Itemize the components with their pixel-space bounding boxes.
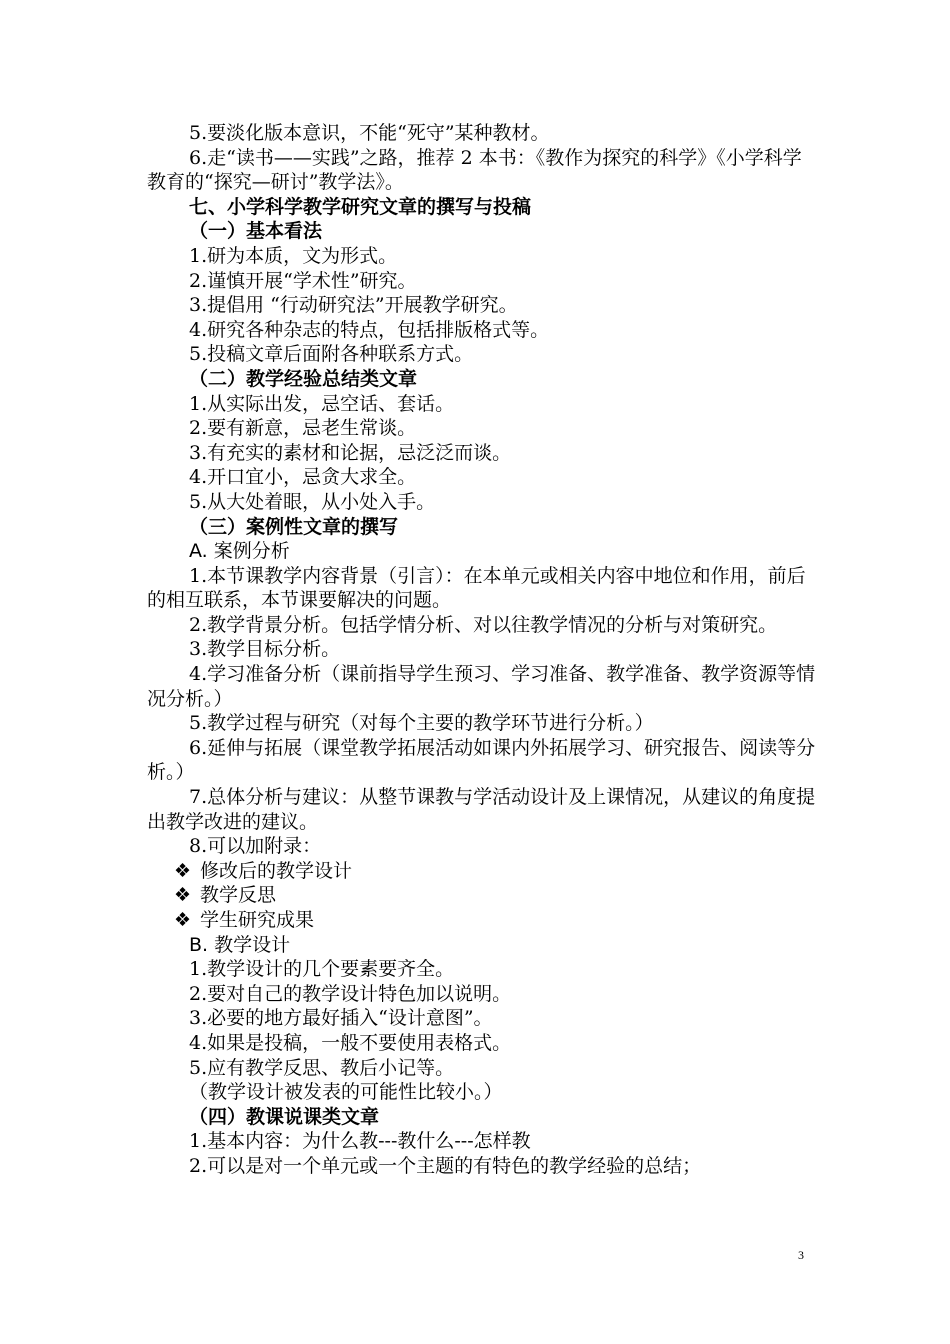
bullet-text: 教学反思 <box>200 884 277 907</box>
paragraph: 1.从实际出发，忌空话、套话。 <box>189 392 455 415</box>
paragraph: 5.从大处着眼，从小处入手。 <box>189 490 436 513</box>
paragraph: 3.有充实的素材和论据，忌泛泛而谈。 <box>189 441 512 464</box>
paragraph: 3.提倡用 “行动研究法”开展教学研究。 <box>189 294 518 317</box>
section-heading: 七、小学科学教学研究文章的撰写与投稿 <box>189 195 532 218</box>
paragraph: 5.应有教学反思、教后小记等。 <box>189 1056 455 1079</box>
paragraph: 1.基本内容：为什么教---教什么---怎样教 <box>189 1130 531 1153</box>
paragraph: 2.教学背景分析。包括学情分析、对以往教学情况的分析与对策研究。 <box>189 613 778 636</box>
paragraph: 4.研究各种杂志的特点，包括排版格式等。 <box>189 318 550 341</box>
document-body <box>147 121 817 1179</box>
subsection-heading: （一）基本看法 <box>189 220 323 243</box>
bullet-item <box>147 883 817 908</box>
paragraph: 4.开口宜小，忌贪大求全。 <box>189 466 417 489</box>
paragraph: 2.可以是对一个单元或一个主题的有特色的教学经验的总结； <box>189 1154 702 1177</box>
subsection-heading: （三）案例性文章的撰写 <box>189 515 399 538</box>
paragraph: 3.教学目标分析。 <box>189 638 341 661</box>
paragraph: 5.投稿文章后面附各种联系方式。 <box>189 343 474 366</box>
paragraph: 7.总体分析与建议：从整节课教与学活动设计及上课情况，从建议的角度提出教学改进的建议。 <box>147 786 816 833</box>
subsection-heading: （四）教课说课类文章 <box>189 1105 380 1128</box>
bullet-item <box>147 859 817 884</box>
paragraph: 2.谨慎开展“学术性”研究。 <box>189 269 417 292</box>
bullet-item <box>147 908 817 933</box>
item-heading: A. 案例分析 <box>189 540 290 563</box>
bullet-text: 修改后的教学设计 <box>200 859 353 882</box>
subsection-heading: （二）教学经验总结类文章 <box>189 367 418 390</box>
paragraph: 1.研为本质，文为形式。 <box>189 244 398 267</box>
paragraph: 1.教学设计的几个要素要齐全。 <box>189 958 455 981</box>
bullet-text: 学生研究成果 <box>200 909 315 931</box>
paragraph: 3.必要的地方最好插入“设计意图”。 <box>189 1007 493 1030</box>
paragraph: 5.教学过程与研究（对每个主要的教学环节进行分析。） <box>189 712 654 735</box>
paragraph: 2.要对自己的教学设计特色加以说明。 <box>189 982 512 1005</box>
paragraph: 2.要有新意，忌老生常谈。 <box>189 417 417 440</box>
paragraph: 8.可以加附录： <box>189 835 322 858</box>
page-number: 3 <box>798 1248 804 1262</box>
paragraph: 1.本节课教学内容背景（引言）：在本单元或相关内容中地位和作用，前后的相互联系，本节课要解决的问题。 <box>147 564 806 612</box>
paragraph: 6.延伸与拓展（课堂教学拓展活动如课内外拓展学习、研究报告、阅读等分析。） <box>147 736 816 784</box>
paragraph: 4.学习准备分析（课前指导学生预习、学习准备、教学准备、教学资源等情况分析。） <box>147 663 816 710</box>
diamond-bullet-icon: ❖ <box>174 909 192 931</box>
diamond-bullet-icon: ❖ <box>174 884 192 907</box>
item-heading: B. 教学设计 <box>189 933 291 956</box>
note: （教学设计被发表的可能性比较小。） <box>189 1081 503 1104</box>
diamond-bullet-icon: ❖ <box>174 859 192 882</box>
paragraph: 5.要淡化版本意识，不能“死守”某种教材。 <box>189 122 550 144</box>
paragraph: 4.如果是投稿，一般不要使用表格式。 <box>189 1031 512 1054</box>
paragraph: 6.走“读书——实践”之路，推荐 2 本书：《教作为探究的科学》《小学科学教育的“探究—研讨”教学法》。 <box>147 146 802 194</box>
